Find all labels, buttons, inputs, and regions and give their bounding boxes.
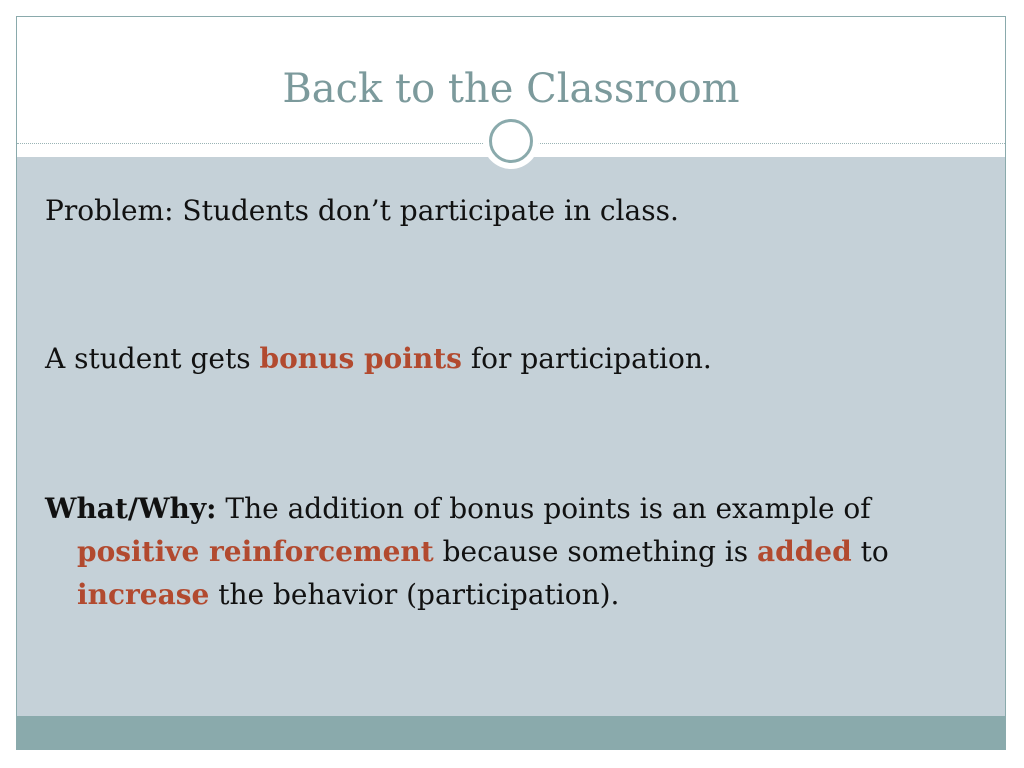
explanation-text-1: The addition of bonus points is an example of [216, 492, 871, 525]
slide-title: Back to the Classroom [282, 66, 740, 112]
footer-band [17, 716, 1005, 750]
circle-ornament-inner [489, 119, 533, 163]
scenario-before: A student gets [45, 342, 260, 375]
problem-statement [45, 189, 679, 232]
explanation-text-4: the behavior (participation). [209, 578, 620, 611]
circle-ornament-icon [483, 113, 539, 169]
explanation-text-3: to [851, 535, 889, 568]
problem-text: Problem: Students don’t participate in class. [45, 194, 679, 227]
explanation-highlight-2: added [757, 535, 852, 568]
explanation-statement [45, 487, 965, 616]
explanation-lead: What/Why: [45, 492, 217, 525]
scenario-highlight: bonus points [259, 342, 462, 375]
scenario-statement [45, 337, 712, 380]
explanation-highlight-3: increase [77, 578, 210, 611]
content-band [17, 157, 1005, 716]
slide [16, 16, 1006, 750]
scenario-after: for participation. [461, 342, 712, 375]
explanation-text-2: because something is [433, 535, 757, 568]
explanation-highlight-1: positive reinforcement [77, 535, 434, 568]
